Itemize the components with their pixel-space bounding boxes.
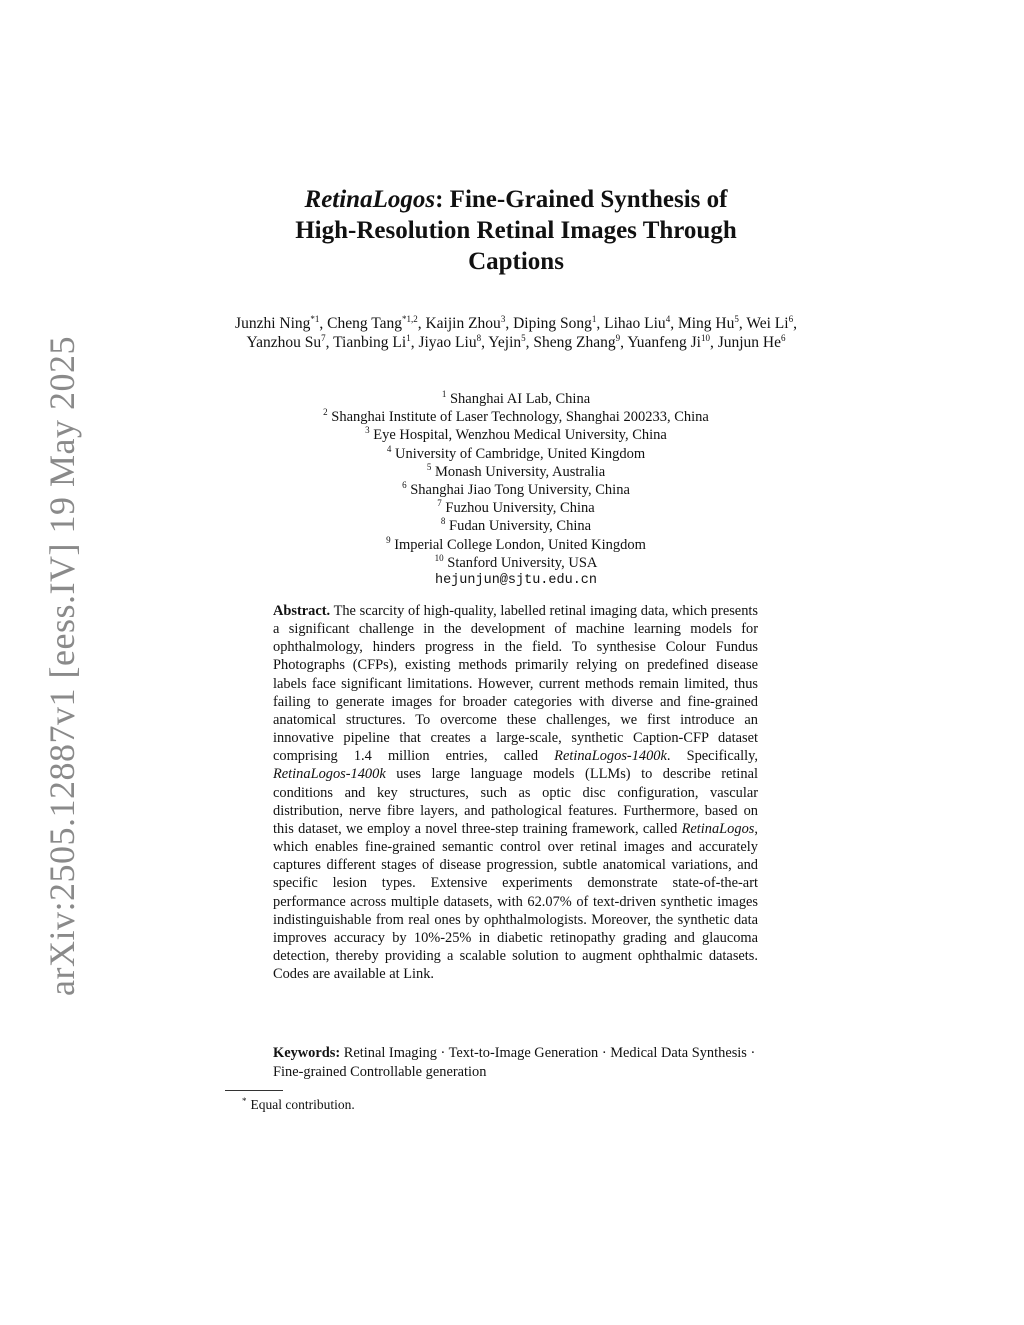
author-affiliation-mark: 4	[665, 314, 671, 324]
affiliation-lines	[232, 390, 800, 572]
affiliation	[232, 499, 800, 517]
abstract-text-4: , which enables fine-grained semantic control over retinal images and accurately captures different stages of disease progression, subtle anatomical variations, and specific lesion types. Extensive experiments demonstrate state-of-the-art performance across multiple datasets, with 62.07% of text-driven synthetic images indistinguishable from real ones by ophthalmologists. Moreover, the synthetic data improves accuracy by 10%-25% in diabetic retinopathy grading and glaucoma detection, thereby providing a scalable solution to augment ophthalmic datasets. Codes are available at Link.	[273, 820, 758, 983]
keywords-text: Retinal Imaging · Text-to-Image Generation · Medical Data Synthesis · Fine-grained Controllable generation	[273, 1045, 756, 1080]
author-name: Jiyao Liu	[418, 334, 477, 351]
affiliation-text: Fuzhou University, China	[441, 500, 595, 517]
author-name: Ming Hu	[677, 315, 735, 332]
author	[246, 334, 325, 351]
author-name: Cheng Tang	[327, 315, 402, 332]
affiliation-text: Shanghai AI Lab, China	[446, 391, 591, 407]
affiliation-number: 4	[386, 443, 392, 454]
arxiv-identifier: arXiv:2505.12887v1 [eess.IV] 19 May 2025	[42, 336, 82, 996]
author	[235, 315, 319, 332]
affiliation-number: 7	[437, 498, 442, 509]
dataset-name: RetinaLogos-1400k	[554, 748, 667, 765]
author-affiliation-mark: *1,2	[401, 314, 418, 324]
author-affiliation-mark: 10	[700, 333, 710, 343]
title-line2: High-Resolution Retinal Images Through	[295, 217, 737, 244]
keywords	[273, 1044, 758, 1081]
author-name: Wei Li	[746, 315, 789, 332]
affiliation-text: Monash University, Australia	[431, 463, 606, 480]
author	[513, 315, 596, 332]
author-name: Tianbing Li	[333, 334, 407, 351]
affiliation-number: 9	[386, 534, 391, 545]
dataset-name: RetinaLogos-1400k	[273, 766, 386, 783]
paper-title	[200, 184, 832, 277]
abstract-text-1: The scarcity of high-quality, labelled retinal imaging data, which presents a significant challenge in the development of machine learning models for ophthalmology, hinders progress in the field. To synthesise Colour Fundus Photographs (CFPs), existing methods primarily relying on predefined disease labels face significant limitations. However, current methods remain limited, thus failing to generate images for broader categories with diverse and fine-grained anatomical structures. To overcome these challenges, we first introduce an innovative pipeline that creates a large-scale, synthetic Caption-CFP dataset comprising 1.4 million entries, called	[273, 603, 758, 765]
author-name: Yanzhou Su	[246, 334, 322, 351]
author-name: Junjun He	[717, 334, 781, 351]
affiliation-text: Imperial College London, United Kingdom	[390, 536, 646, 553]
abstract-text-3: uses large language models (LLMs) to describe retinal conditions and key structures, such as optic disc configuration, vascular distribution, nerve fibre layers, and pathological features. Furthermore, based on this dataset, we employ a novel three-step training framework, called	[273, 766, 758, 837]
author-affiliation-mark: 8	[476, 333, 482, 343]
author	[333, 334, 411, 351]
title-line1: : Fine-Grained Synthesis of	[435, 186, 728, 213]
affiliation-text: Eye Hospital, Wenzhou Medical University, China	[369, 427, 667, 444]
footnote-text: Equal contribution.	[250, 1097, 355, 1112]
author-affiliation-mark: 9	[615, 333, 621, 343]
abstract-label: Abstract.	[273, 603, 331, 619]
author-name: Sheng Zhang	[533, 334, 616, 351]
author	[425, 315, 505, 332]
author	[718, 334, 786, 351]
affiliation	[232, 481, 800, 499]
author	[746, 315, 793, 332]
affiliation-number: 3	[365, 425, 370, 436]
author-affiliation-mark: 1	[406, 333, 411, 343]
affiliation	[232, 463, 800, 481]
affiliation	[232, 390, 800, 408]
author-name: Kaijin Zhou	[425, 315, 501, 332]
affiliation-text: Stanford University, USA	[443, 554, 598, 571]
keywords-label: Keywords:	[273, 1045, 341, 1061]
affiliation-text: University of Cambridge, United Kingdom	[391, 445, 646, 462]
author-affiliation-mark: 7	[321, 333, 326, 343]
title-line3: Captions	[468, 248, 564, 275]
footnote-rule	[225, 1090, 283, 1091]
author	[627, 334, 710, 351]
affiliation-number: 5	[426, 461, 432, 472]
abstract	[273, 602, 758, 983]
author	[327, 315, 418, 332]
author-affiliation-mark: 6	[781, 333, 786, 343]
affiliation-text: Fudan University, China	[445, 518, 592, 535]
author-list: Junzhi Ning$^{*1}$, Cheng Tang$^{*1,2}$, Kaijin Zhou$^3$, Diping Song$^1$, Lihao Liu$^4$, Ming Hu$^5$, Wei Li$^6$, Yanzhou Su$^7$, Tianbing Li$^1$, Jiyao Liu$^8$, Yejin$^5$, Sheng Zhang$^9$, Yuanfeng Ji$^{10}$, Junjun He$^6$	[235, 314, 797, 351]
affiliation-number: 6	[402, 480, 407, 491]
footnote-mark: *	[242, 1096, 247, 1106]
author	[604, 315, 670, 332]
affiliation	[232, 408, 800, 426]
affiliation-list	[232, 390, 800, 590]
author-affiliation-mark: 5	[521, 333, 526, 343]
author-affiliation-mark: *1	[310, 314, 320, 324]
author	[678, 315, 739, 332]
author	[418, 334, 481, 351]
author-affiliation-mark: 6	[788, 314, 794, 324]
affiliation	[232, 517, 800, 535]
contact-email[interactable]: hejunjun@sjtu.edu.cn	[434, 573, 598, 589]
affiliation	[232, 426, 800, 444]
title-italic: RetinaLogos	[304, 186, 436, 213]
author-affiliation-mark: 3	[500, 314, 506, 324]
affiliation-number: 1	[441, 389, 447, 399]
author-affiliation-mark: 5	[734, 314, 739, 324]
author-name: Lihao Liu	[604, 315, 666, 332]
abstract-text-2: . Specifically,	[666, 748, 758, 765]
author-name: Diping Song	[513, 315, 592, 332]
author	[488, 334, 525, 351]
author	[533, 334, 620, 351]
author-name: Yuanfeng Ji	[627, 334, 701, 351]
affiliation	[232, 554, 800, 572]
affiliation	[232, 445, 800, 463]
framework-name: RetinaLogos	[681, 820, 755, 837]
affiliation-text: Shanghai Institute of Laser Technology, Shanghai 200233, China	[327, 409, 709, 426]
affiliation	[232, 536, 800, 554]
footnote	[242, 1096, 355, 1113]
affiliation-number: 8	[440, 516, 446, 527]
author-name: Yejin	[488, 334, 522, 351]
affiliation-number: 2	[323, 407, 328, 418]
affiliation-number: 10	[434, 552, 444, 563]
author-name: Junzhi Ning	[235, 315, 311, 332]
affiliation-text: Shanghai Jiao Tong University, China	[406, 482, 630, 499]
author-affiliation-mark: 1	[591, 314, 597, 324]
